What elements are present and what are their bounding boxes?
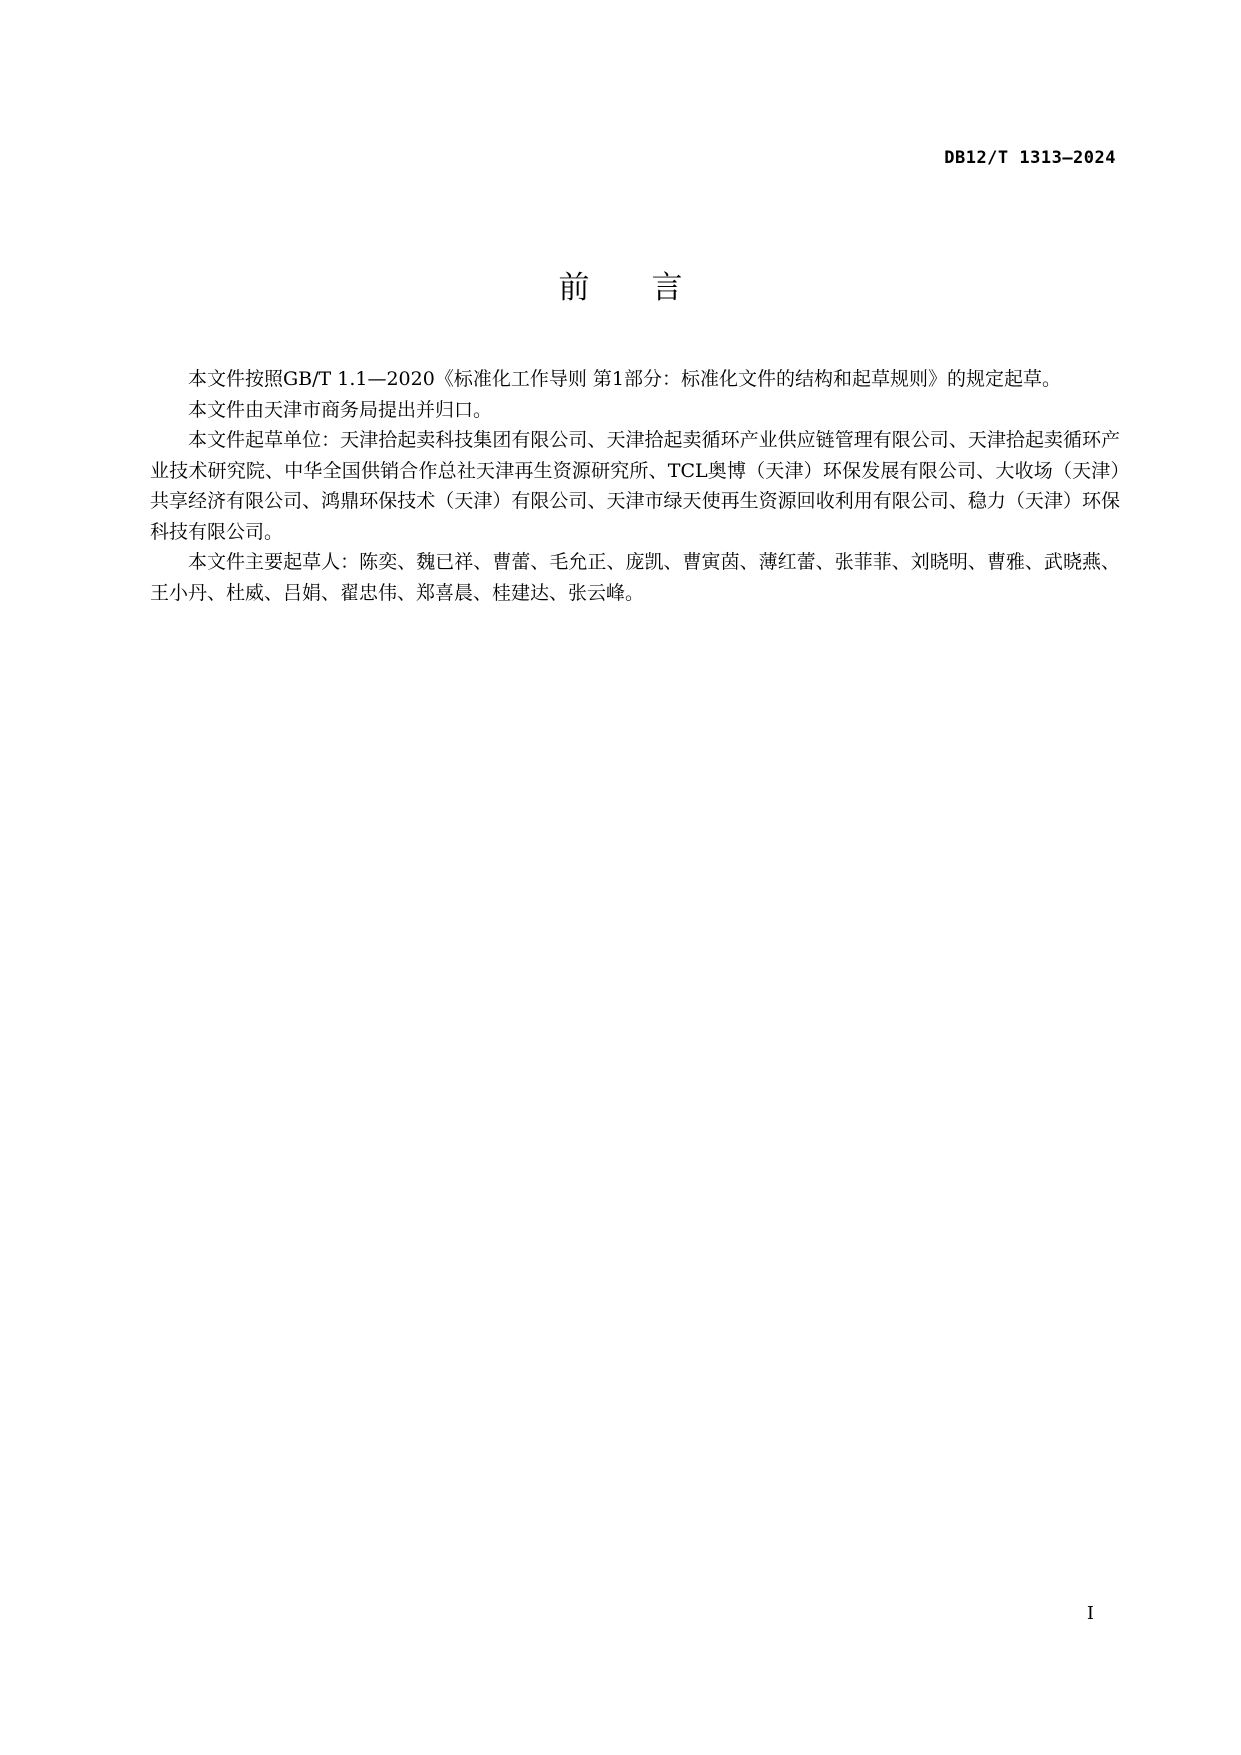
foreword-body xyxy=(150,364,1120,608)
paragraph-drafting-units: 本文件起草单位：天津拾起卖科技集团有限公司、天津拾起卖循环产业供应链管理有限公司、天津拾起卖循环产业技术研究院、中华全国供销合作总社天津再生资源研究所、TCL奥博（天津）环保发展有限公司、大收场（天津）共享经济有限公司、鸿鼎环保技术（天津）有限公司、天津市绿天使再生资源回收利用有限公司、稳力（天津）环保科技有限公司。 xyxy=(150,429,1120,543)
paragraph-proposer: 本文件由天津市商务局提出并归口。 xyxy=(188,398,493,421)
paragraph-drafters: 本文件主要起草人：陈奕、魏已祥、曹蕾、毛允正、庞凯、曹寅茵、薄红蕾、张菲菲、刘晓明、曹雅、武晓燕、王小丹、杜威、吕娟、翟忠伟、郑喜晨、桂建达、张云峰。 xyxy=(150,551,1120,604)
paragraph-drafting-rules: 本文件按照GB/T 1.1—2020《标准化工作导则 第1部分：标准化文件的结构和起草规则》的规定起草。 xyxy=(188,368,1061,390)
page-number: I xyxy=(1086,1603,1094,1624)
page-title: 前言 xyxy=(558,270,745,306)
document-code: DB12/T 1313—2024 xyxy=(944,148,1116,168)
